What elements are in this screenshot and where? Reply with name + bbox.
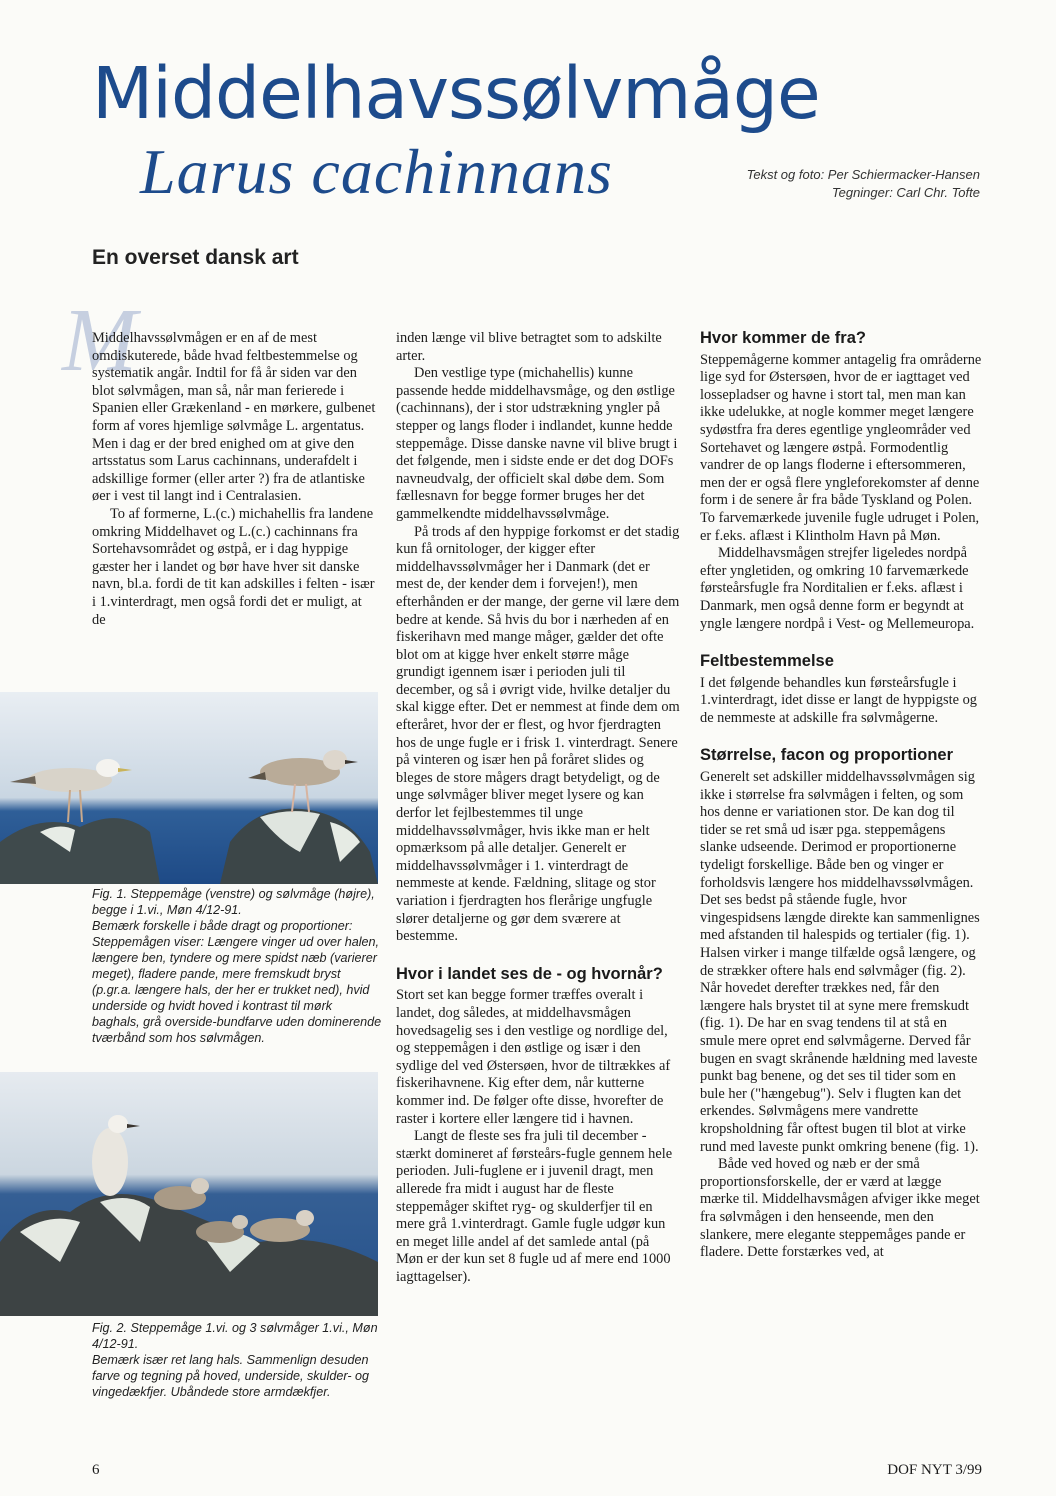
drop-cap: M [62,291,137,390]
column-3 [700,330,984,1262]
photo-gulls-on-rocks [0,692,378,884]
paragraph: Middelhavsmågen strejfer ligeledes nordpå efter yngletiden, og omkring 10 farvemærkede førsteårsfugle fra Norditalien er f.eks. aflæst i Danmark, men også denne form er begyndt at yngle længere nordpå i Vest- og Mellemeuropa. [700,545,975,632]
credit-text-photo: Tekst og foto: Per Schiermacker-Hansen [746,167,980,182]
caption-title: Fig. 2. Steppemåge 1.vi. og 3 sølvmåger 1.vi., Møn 4/12-91. [92,1321,378,1351]
paragraph: På trods af den hyppige forkomst er det stadig kun få ornitologer, der kigger efter middelhavssølvmåger her i Danmark (det er mest de, der kender dem i forvejen!), men efterhånden er der mange, der gerne vil lære dem bedre at kende. Så hvis du bor i nærheden af en fiskerihavn med mange måger, gælder det ofte blot om at kigge hver enkelt større måge grundigt igennem især i perioden juli til december, og så i øvrigt vide, hvilke detaljer du skal kigge efter. Det er nemmest at finde dem om efteråret, hvor der er flest, og hvor fjerdragten hos de unge fugle er i frisk 1. vinterdragt. Senere på vinteren og især hen på foråret slides og bleges de store mågers dragt betydeligt, og de unge sølvmåger bliver meget lysere og kan derfor let fejlbestemmes til unge middelhavssølvmåger, hvis ikke man er helt opmærksom på alle detaljer. Generelt er middelhavssølvmåger i 1. vinterdragt de nemmeste at kende. Fældning, slitage og stor variation i fjerdragten hos flerårige ungfugle slører detaljerne og gør dem sværere at bestemme. [396,523,680,945]
paragraph: Steppemågerne kommer antagelig fra områderne lige syd for Østersøen, hvor de er iagttaget ved lossepladser og havne i stort tal, men man kan ikke udelukke, at nogle kommer meget længere sydøstfra fra deres egentlige yngleområder ved Sortehavet og længere østpå. Formodentlig vandrer de op langs floderne i eftersommeren, men der er også flere yngleforekomster af denne form i de senere år fra både Tyskland og Polen. To farvemærkede juvenile fugle udruget i Polen, er f.eks. aflæst i Klintholm Havn på Møn. [700,351,982,544]
paragraph: inden længe vil blive betragtet som to adskilte arter. [396,330,662,364]
paragraph: Generelt set adskiller middelhavssølvmågen sig ikke i størrelse fra sølvmågen i felten, og som hos denne er variationen stor. De kan dog til tider se ret små ud især pga. steppemågens slanke udseende. Derimod er proportionerne tydeligt forskellige. Både ben og vinger er forholdsvis længere hos middelhavssølvmågen. Det ses bedst på stående fugle, hvor vingespidsens længde direkte kan sammenlignes med afstanden til halespids og tertialer (fig. 1). Halsen virker i mange tilfælde også længere, og de strækker oftere hals end sølvmåger (fig. 2). Når hovedet derefter trækkes ned, får den længere hals brystet til at syne mere fremskudt (fig. 1). De har en svag tendens til at stå en smule mere opret end sølvmågerne. Derved får bugen en svagt skrånende hældning med laveste punkt bag benene, og det ses til tider som en bule her ("hængebug"). Selv i flugten kan det erkendes. Sølvmågens mere vandrette kropsholdning får oftest bugen til blot at virke rund med laveste punkt omkring benene (fig. 1). [700,769,980,1155]
photo-2-image [0,1072,378,1316]
article-subtitle: En overset dansk art [92,246,299,269]
section-heading: Hvor kommer de fra? [700,329,866,347]
paragraph: I det følgende behandles kun førsteårsfugle i 1.vinterdragt, idet disse er langt de hyppigste og de nemmeste at adskille fra sølvmågerne. [700,674,977,726]
figure-1-caption [92,886,382,1046]
section-heading: Størrelse, facon og proportioner [700,746,954,765]
photo-gull-group [0,1072,378,1316]
caption-title: Fig. 1. Steppemåge (venstre) og sølvmåge (højre), begge i 1.vi., Møn 4/12-91. [92,887,375,917]
paragraph: Den vestlige type (michahellis) kunne passende hedde middelhavsmåge, og den østlige (cachinnans), der i stor udstrækning yngler på stepper og langs floder i indlandet, kunne hedde steppemåge. Disse danske navne vil blive brugt i det følgende, men i sidste ende er det dog DOFs navneudvalg, der officielt skal døbe dem. Som fællesnavn for begge former bruges her det gammelkendte middelhavssølvmåge. [396,365,678,522]
credit-drawings: Tegninger: Carl Chr. Tofte [831,185,980,200]
column-2 [396,330,680,1286]
paragraph: To af formerne, L.(c.) michahellis fra landene omkring Middelhavet og L.(c.) cachinnans fra Sortehavsområdet og østpå, er i dag hyppige gæster her i landet og bør have hver sit danske navn, bl.a. fordi de tit kan adskilles i felten - især i 1.vinterdragt, men også fordi det er muligt, at de [92,505,375,628]
figure-2-caption [92,1320,382,1400]
paragraph: Både ved hoved og næb er der små proportionsforskelle, der er værd at lægge mærke til. Middelhavsmågen afviger ikke meget fra sølvmågen i den henseende, men den slankere, mere elegante steppemåges pande er fladere. Dette forstærkes ved, at [700,1156,980,1261]
section-heading: Feltbestemmelse [700,652,834,671]
section-heading: Hvor i landet ses de - og hvornår? [396,964,663,983]
article-credits [747,166,980,202]
article-title: Middelhavssølvmåge [92,52,820,135]
paragraph: Stort set kan begge former træffes overalt i landet, dog således, at middelhavsmågen hovedsagelig ses i den vestlige og nordlige del, og steppemågen i den østlige og især i den sydlige del ved Østersøen, hvor de tiltrækkes af fiskerihavnene. Kig efter dem, når kutterne kommer ind. De følger ofte disse, hvorefter de raster i kortere eller længere tid i havnen. [396,987,671,1127]
journal-issue: DOF NYT 3/99 [887,1462,982,1478]
caption-body: Bemærk forskelle i både dragt og proportioner: Steppemågen viser: Længere vinger ud over halen, længere ben, tyndere og mere spidst næb (varierer meget), fladere pande, mere fremskudt bryst (p.gr.a. længere hals, der her er trukket ned), hvid underside og hvidt hoved i kontrast til mørk baghals, grå overside-bundfarve uden dominerende tværbånd som hos sølvmågen. [92,919,382,1045]
paragraph: Langt de fleste ses fra juli til december - stærkt domineret af førsteårs-fugle gennem hele perioden. Juli-fuglene er i juvenil dragt, men allerede fra midt i august har de fleste steppemåger skiftet ryg- og skulderfjer til en mere grå 1.vinterdragt. Gamle fugle udgør kun en meget lille andel af det samlede antal (på Møn er der kun set 8 fugle ud af mere end 1000 iagttagelser). [396,1128,673,1285]
latin-name: Larus cachinnans [140,136,613,207]
caption-body: Bemærk især ret lang hals. Sammenlign desuden farve og tegning på hoved, underside, skulder- og vingedækfjer. Ubåndede store armdækfjer. [92,1353,370,1399]
page-number: 6 [92,1462,100,1478]
paragraph: Middelhavssølvmågen er en af de mest omdiskuterede, både hvad feltbestemmelse og systematik angår. Indtil for få år siden var den blot sølvmågen, man så, når man ferierede i Spanien eller Grækenland - en mørkere, gulbenet form af vores hjemlige sølvmåge L. argentatus. Men i dag er der bred enighed om at give den artsstatus som Larus cachinnans, underafdelt i adskillige former (eller arter ?) fra de atlantiske øer i vest til langt ind i Centralasien. [92,330,376,505]
photo-1-image [0,692,378,884]
column-1 [92,330,376,629]
